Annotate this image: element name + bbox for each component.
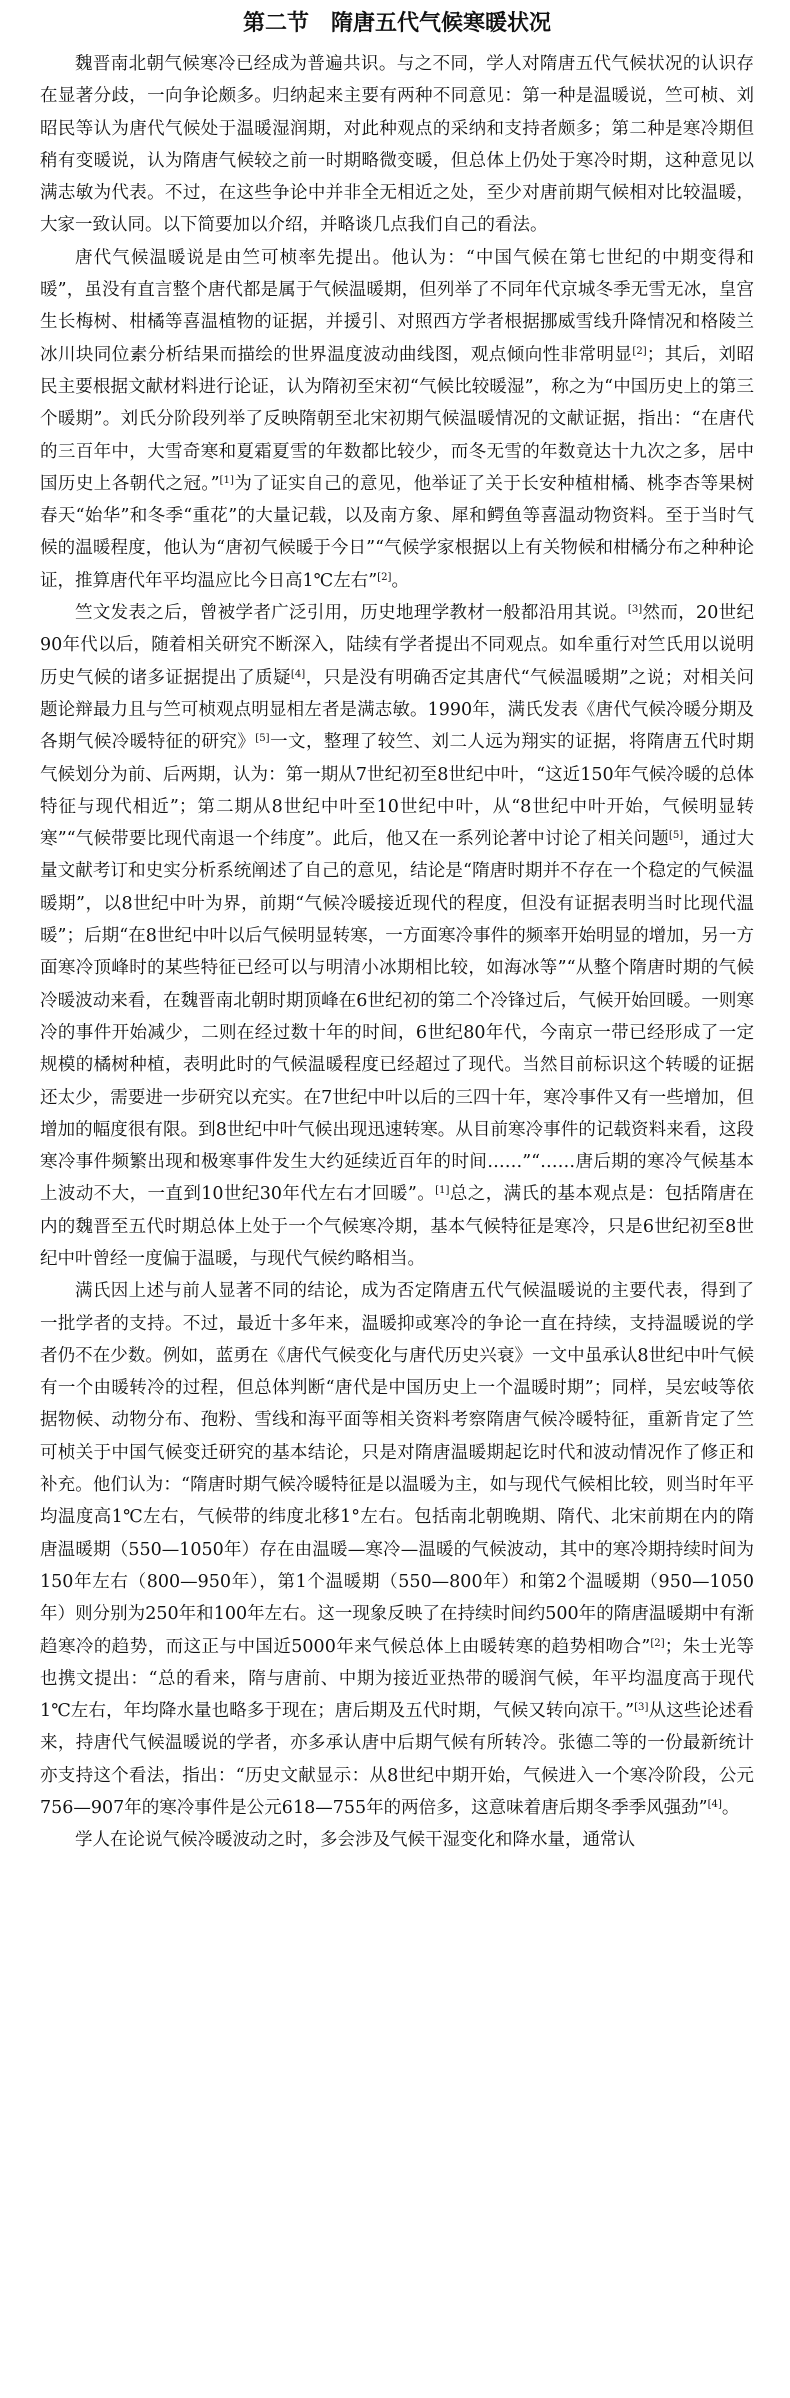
text-run: 魏晋南北朝气候寒冷已经成为普遍共识。与之不同，学人对隋唐五代气候状况的认识存在显著分歧，一向争论颇多。归纳起来主要有两种不同意见：第一种是温暖说，竺可桢、刘昭民等认为唐代气候处于温暖湿润期，对此种观点的采纳和支持者颇多；第二种是寒冷期但稍有变暖说，认为隋唐气候较之前一时期略微变暖，但总体上仍处于寒冷时期，这种意见以满志敏为代表。不过，在这些争论中并非全无相近之处，至少对唐前期气候相对比较温暖，大家一致认同。以下简要加以介绍，并略谈几点我们自己的看法。: [40, 54, 754, 236]
text-run: 竺文发表之后，曾被学者广泛引用，历史地理学教材一般都沿用其说。: [75, 603, 628, 624]
text-run: 总之，满氏的基本观点是：包括隋唐在内的魏晋至五代时期总体上处于一个气候寒冷期，基本气候特征是寒冷，只是6世纪初至8世纪中叶曾经一度偏于温暖，与现代气候约略相当。: [40, 1184, 755, 1269]
citation-marker: [1]: [219, 474, 234, 486]
text-run: 唐代气候温暖说是由竺可桢率先提出。他认为：“中国气候在第七世纪的中期变得和暖”，虽没有直言整个唐代都是属于气候温暖期，但列举了不同年代京城冬季无雪无冰，皇宫生长梅树、柑橘等喜温植物的证据，并援引、对照西方学者根据挪威雪线升降情况和格陵兰冰川块同位素分析结果而描绘的世界温度波动曲线图，观点倾向性非常明显: [40, 247, 754, 365]
citation-marker: [4]: [290, 668, 306, 680]
text-run: ；其后，刘昭民主要根据文献材料进行论证，认为隋初至宋初“气候比较暖湿”，称之为“中国历史上的第三个暖期”。刘氏分阶段列举了反映隋朝至北宋初期气候温暖情况的文献证据，指出：“在唐代的三百年中，大雪奇寒和夏霜夏雪的年数都比较少，而冬无雪的年数竟达十九次之多，居中国历史上各朝代之冠。”: [40, 344, 755, 494]
paragraph: [40, 242, 754, 597]
text-run: 。: [721, 1798, 740, 1819]
citation-marker: [1]: [435, 1185, 450, 1197]
citation-marker: [2]: [650, 1637, 665, 1649]
citation-marker: [3]: [627, 603, 643, 615]
citation-marker: [5]: [255, 733, 270, 745]
paragraph: [40, 1824, 754, 1856]
text-run: 学人在论说气候冷暖波动之时，多会涉及气候干湿变化和降水量，通常认: [75, 1830, 635, 1851]
paragraph: [40, 1275, 754, 1824]
text-run: 一文，整理了较竺、刘二人远为翔实的证据，将隋唐五代时期气候划分为前、后两期，认为：第一期从7世纪初至8世纪中叶，“这近150年气候冷暖的总体特征与现代相近”；第二期从8世纪中叶至10世纪中叶，从“8世纪中叶开始，气候明显转寒”“气候带要比现代南退一个纬度”。此后，他又在一系列论著中讨论了相关问题: [40, 732, 755, 850]
text-run: 。: [391, 570, 409, 591]
text-run: 为了证实自己的意见，他举证了关于长安种植柑橘、桃李杏等果树春天“始华”和冬季“重花”的大量记载，以及南方象、犀和鳄鱼等喜温动物资料。至于当时气候的温暖程度，他认为“唐初气候暖于今日”“气候学家根据以上有关物候和柑橘分布之种种论证，推算唐代年平均温应比今日高1℃左右”: [40, 473, 754, 591]
text-run: 从这些论述看来，持唐代气候温暖说的学者，亦多承认唐中后期气候有所转冷。张德二等的一份最新统计亦支持这个看法，指出：“历史文献显示：从8世纪中期开始，气候进入一个寒冷阶段，公元756—907年的寒冷事件是公元618—755年的两倍多，这意味着唐后期冬季季风强劲”: [40, 1701, 754, 1819]
citation-marker: [4]: [707, 1798, 722, 1810]
citation-marker: [5]: [668, 830, 684, 842]
citation-marker: [2]: [377, 571, 392, 583]
text-run: 然而，20世纪90年代以后，随着相关研究不断深入，陆续有学者提出不同观点。如牟重行对竺氏用以说明历史气候的诸多证据提出了质疑: [40, 603, 754, 688]
text-run: ，通过大量文献考订和史实分析系统阐述了自己的意见，结论是“隋唐时期并不存在一个稳定的气候温暖期”，以8世纪中叶为界，前期“气候冷暖接近现代的程度，但没有证据表明当时比现代温暖”；后期“在8世纪中叶以后气候明显转寒，一方面寒冷事件的频率开始明显的增加，另一方面寒冷顶峰时的某些特征已经可以与明清小冰期相比较，如海冰等”“从整个隋唐时期的气候冷暖波动来看，在魏晋南北朝时期顶峰在6世纪初的第二个冷锋过后，气候开始回暖。一则寒冷的事件开始减少，二则在经过数十年的时间，6世纪80年代，今南京一带已经形成了一定规模的橘树种植，表明此时的气候温暖程度已经超过了现代。当然目前标识这个转暖的证据还太少，需要进一步研究以充实。在7世纪中叶以后的三四十年，寒冷事件又有一些增加，但增加的幅度很有限。到8世纪中叶气候出现迅速转寒。从目前寒冷事件的记载资料来看，这段寒冷事件频繁出现和极寒事件发生大约延续近百年的时间……”“……唐后期的寒冷气候基本上波动不大，一直到10世纪30年代左右才回暖”。: [40, 829, 754, 1205]
text-run: ；朱士光等也携文提出：“总的看来，隋与唐前、中期为接近亚热带的暖润气候，年平均温度高于现代1℃左右，年均降水量也略多于现在；唐后期及五代时期，气候又转向凉干。”: [40, 1636, 754, 1722]
paragraph: [40, 48, 754, 242]
document-body: [40, 48, 754, 1857]
text-run: 满氏因上述与前人显著不同的结论，成为否定隋唐五代气候温暖说的主要代表，得到了一批学者的支持。不过，最近十多年来，温暖抑或寒冷的争论一直在持续，支持温暖说的学者仍不在少数。例如，蓝勇在《唐代气候变化与唐代历史兴衰》一文中虽承认8世纪中叶气候有一个由暖转冷的过程，但总体判断“唐代是中国历史上一个温暖时期”；同样，吴宏岐等依据物候、动物分布、孢粉、雪线和海平面等相关资料考察隋唐气候冷暖特征，重新肯定了竺可桢关于中国气候变迁研究的基本结论，只是对隋唐温暖期起讫时代和波动情况作了修正和补充。他们认为：“隋唐时期气候冷暖特征是以温暖为主，如与现代气候相比较，则当时年平均温度高1℃左右，气候带的纬度北移1°左右。包括南北朝晚期、隋代、北宋前期在内的隋唐温暖期（550—1050年）存在由温暖—寒冷—温暖的气候波动，其中的寒冷期持续时间为150年左右（800—950年），第1个温暖期（550—800年）和第2个温暖期（950—1050年）则分别为250年和100年左右。这一现象反映了在持续时间约500年的隋唐温暖期中有渐趋寒冷的趋势，而这正与中国近5000年来气候总体上由暖转寒的趋势相吻合”: [40, 1281, 754, 1657]
citation-marker: [2]: [632, 345, 647, 357]
paragraph: [40, 597, 754, 1275]
citation-marker: [3]: [634, 1702, 649, 1714]
text-run: ，只是没有明确否定其唐代“气候温暖期”之说；对相关问题论辩最力且与竺可桢观点明显相左者是满志敏。1990年，满氏发表《唐代气候冷暖分期及各期气候冷暖特征的研究》: [40, 667, 754, 753]
section-title: 第二节 隋唐五代气候寒暖状况: [242, 10, 551, 36]
